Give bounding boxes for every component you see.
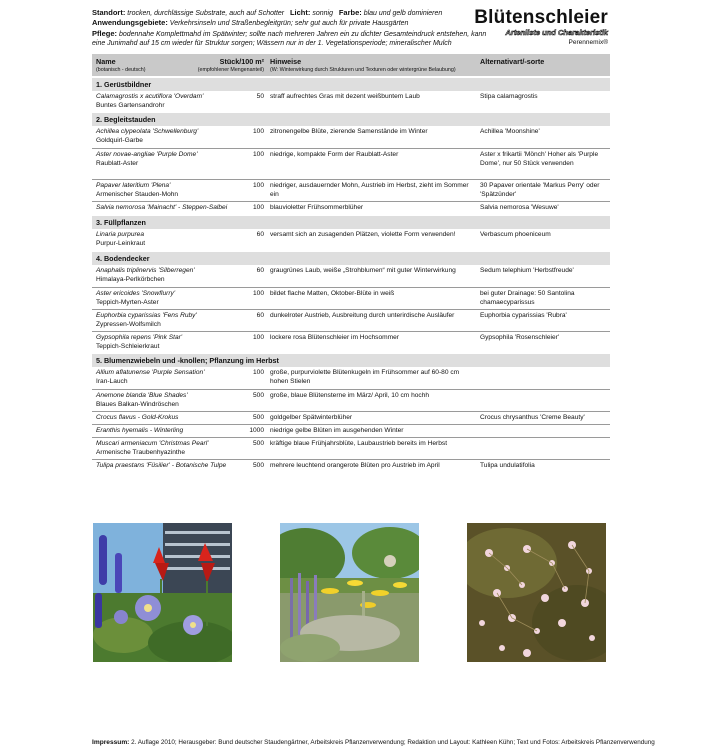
table-row — [92, 309, 610, 331]
page-subtitle: Artenliste und Charakteristik — [505, 28, 608, 37]
botanical-name: Papaver lateritium 'Plena' — [96, 182, 171, 189]
table-row — [92, 411, 610, 424]
col-qty-header: Stück/100 m² — [219, 57, 264, 66]
brand-name: Perennemix® — [568, 39, 608, 46]
light-value: sonnig — [312, 10, 333, 17]
german-name: Purpur-Leinkraut — [96, 239, 146, 247]
german-name: Himalaya-Perlkörbchen — [96, 275, 165, 283]
notes-cell: niedrige gelbe Blüten im ausgehenden Winter — [270, 427, 404, 434]
notes-cell: straff aufrechtes Gras mit dezent weißbuntem Laub — [270, 93, 420, 100]
section-header: 2. Begleitstauden — [92, 113, 610, 126]
german-name: Goldquirl-Garbe — [96, 136, 143, 144]
plant-name-cell — [96, 128, 234, 145]
plant-name-cell — [96, 204, 234, 213]
alternative-cell: Salvia nemorosa 'Wesuwe' — [480, 204, 559, 211]
alternative-cell: Aster x frikartii 'Mönch' Hoher als 'Purple Dome', nur 50 Stück verwenden — [480, 151, 599, 167]
plant-name-cell — [96, 182, 234, 199]
table-header — [92, 54, 610, 76]
quantity-cell: 100 — [252, 204, 264, 211]
plant-name-cell — [96, 440, 234, 457]
botanical-name: Tulipa praestans 'Füsilier' - Botanische Tulpe — [96, 462, 227, 469]
color-value: blau und gelb dominieren — [363, 10, 443, 17]
alternative-cell: Euphorbia cyparissias 'Rubra' — [480, 312, 567, 319]
site-label: Standort: — [92, 8, 126, 17]
table-row — [92, 459, 610, 474]
imprint — [92, 739, 655, 746]
table-row — [92, 91, 610, 111]
botanical-name: Calamagrostis x acutiflora 'Overdam' — [96, 93, 204, 100]
plant-name-cell — [96, 414, 234, 423]
table-row — [92, 148, 610, 179]
site-info — [92, 8, 487, 48]
col-notes-header: Hinweise — [270, 57, 302, 66]
care-value-1: bodennahe Komplettmahd im Spätwinter; sollte nach mehreren Jahren ein zu dichter Gesamteindruck entstehen, kann — [118, 30, 487, 38]
title-block — [474, 8, 608, 47]
notes-cell: zitronengelbe Blüte, zierende Samenstände im Winter — [270, 128, 428, 135]
notes-cell: niedriger, ausdauernder Mohn, Austrieb im Herbst, zieht im Sommer ein — [270, 182, 469, 198]
plant-name-cell — [96, 392, 234, 409]
col-alt-header: Alternativart/-sorte — [480, 57, 545, 66]
quantity-cell: 60 — [256, 312, 264, 319]
table-row — [92, 424, 610, 437]
table-row — [92, 265, 610, 287]
alternative-cell: Verbascum phoeniceum — [480, 231, 551, 238]
table-row — [92, 179, 610, 201]
alternative-cell: Stipa calamagrostis — [480, 93, 538, 100]
quantity-cell: 100 — [252, 290, 264, 297]
notes-cell: blauvioletter Frühsommerblüher — [270, 204, 364, 211]
botanical-name: Muscari armeniacum 'Christmas Pearl' — [96, 440, 209, 447]
german-name: Teppich-Myrten-Aster — [96, 298, 159, 306]
german-name: Armenischer Stauden-Mohn — [96, 190, 179, 198]
quantity-cell: 1000 — [249, 427, 264, 434]
botanical-name: Salvia nemorosa 'Mainacht' - Steppen-Salbei — [96, 204, 228, 211]
plant-name-cell — [96, 151, 234, 168]
german-name: Blaues Balkan-Windröschen — [96, 400, 179, 408]
botanical-name: Crocus flavus - Gold-Krokus — [96, 414, 179, 421]
quantity-cell: 60 — [256, 231, 264, 238]
plant-name-cell — [96, 369, 234, 386]
table-row — [92, 331, 610, 352]
botanical-name: Anemone blanda 'Blue Shades' — [96, 392, 188, 399]
quantity-cell: 100 — [252, 151, 264, 158]
german-name: Iran-Lauch — [96, 377, 128, 385]
plant-name-cell — [96, 462, 234, 471]
notes-cell: goldgelber Spätwinterblüher — [270, 414, 353, 421]
plant-name-cell — [96, 93, 234, 110]
botanical-name: Anaphalis triplinervis 'Silberregen' — [96, 267, 195, 274]
notes-cell: große, purpurviolette Blütenkugeln im Frühsommer auf 60-80 cm hohen Stielen — [270, 369, 460, 385]
german-name: Teppich-Schleierkraut — [96, 342, 160, 350]
photo-achillea-meadow — [280, 523, 419, 662]
alternative-cell: Sedum telephium 'Herbstfreude' — [480, 267, 574, 274]
table-body — [92, 78, 610, 474]
table-row — [92, 367, 610, 389]
photo-tulips-muscari — [93, 523, 232, 662]
imprint-label: Impressum: — [92, 739, 130, 746]
quantity-cell: 50 — [256, 93, 264, 100]
alternative-cell: bei guter Drainage: 50 Santolina chamaecyparissus — [480, 290, 575, 306]
notes-cell: versamt sich an zusagenden Plätzen, violette Form verwenden! — [270, 231, 456, 238]
botanical-name: Gypsophila repens 'Pink Star' — [96, 334, 183, 341]
col-notes-subheader: (W: Winterwirkung durch Strukturen und Texturen oder wintergrüne Belaubung) — [270, 67, 456, 73]
plant-name-cell — [96, 334, 234, 351]
notes-cell: bildet flache Matten, Oktober-Blüte in weiß — [270, 290, 395, 297]
imprint-text: 2. Auflage 2010; Herausgeber: Bund deutscher Staudengärtner, Arbeitskreis Pflanzenverwendung; Redaktion und Layout: Kathleen Kühn; Text und Fotos: Arbeitskreis Pflanzenverwendung — [131, 739, 655, 746]
plant-name-cell — [96, 427, 234, 436]
page-title: Blütenschleier — [474, 7, 608, 28]
species-table — [92, 54, 610, 474]
alternative-cell: Crocus chrysanthus 'Creme Beauty' — [480, 414, 585, 421]
quantity-cell: 100 — [252, 182, 264, 189]
german-name: Buntes Gartensandrohr — [96, 101, 165, 109]
notes-cell: mehrere leuchtend orangerote Blüten pro Austrieb im April — [270, 462, 440, 469]
quantity-cell: 100 — [252, 369, 264, 376]
plant-name-cell — [96, 290, 234, 307]
quantity-cell: 100 — [252, 128, 264, 135]
botanical-name: Allium aflatunense 'Purple Sensation' — [96, 369, 205, 376]
color-label: Farbe: — [338, 8, 362, 17]
alternative-cell: 30 Papaver orientale 'Markus Perry' oder 'Spätzünder' — [480, 182, 600, 198]
notes-cell: große, blaue Blütensterne im März/ April, 10 cm hochh — [270, 392, 430, 399]
botanical-name: Aster ericoides 'Snowflurry' — [96, 290, 176, 297]
quantity-cell: 500 — [252, 440, 264, 447]
col-qty-subheader: (empfohlener Mengenanteil) — [197, 67, 264, 73]
botanical-name: Achillea clypeolata 'Schwellenburg' — [96, 128, 199, 135]
table-row — [92, 201, 610, 214]
section-header: 3. Füllpflanzen — [92, 216, 610, 229]
plant-name-cell — [96, 231, 234, 248]
botanical-name: Linaria purpurea — [96, 231, 145, 238]
notes-cell: dunkelroter Austrieb, Ausbreitung durch unterirdische Ausläufer — [270, 312, 455, 319]
care-value-2: eine Junimahd auf 15 cm wieder für Struktur sorgen; Wässern nur in der 1. Vegetationsperiode; mineralischer Mulch — [92, 39, 452, 47]
botanical-name: Euphorbia cyparissias 'Fens Ruby' — [96, 312, 197, 319]
table-row — [92, 287, 610, 309]
col-name-header: Name — [96, 57, 116, 66]
section-header: 4. Bodendecker — [92, 252, 610, 265]
photo-gypsophila — [467, 523, 606, 662]
quantity-cell: 500 — [252, 392, 264, 399]
col-name-subheader: (botanisch - deutsch) — [96, 67, 146, 73]
german-name: Zypressen-Wolfsmilch — [96, 320, 161, 328]
table-row — [92, 437, 610, 459]
site-value: trocken, durchlässige Substrate, auch auf Schotter — [127, 10, 285, 17]
light-label: Licht: — [289, 8, 311, 17]
alternative-cell: Gypsophila 'Rosenschleier' — [480, 334, 560, 341]
quantity-cell: 500 — [252, 414, 264, 421]
notes-cell: graugrünes Laub, weiße „Strohblumen“ mit guter Winterwirkung — [270, 267, 456, 274]
table-row — [92, 389, 610, 411]
notes-cell: lockere rosa Blütenschleier im Hochsommer — [270, 334, 399, 341]
section-header: 5. Blumenzwiebeln und -knollen; Pflanzung im Herbst — [92, 354, 610, 367]
notes-cell: niedrige, kompakte Form der Raublatt-Aster — [270, 151, 399, 158]
alternative-cell: Achillea 'Moonshine' — [480, 128, 540, 135]
quantity-cell: 60 — [256, 267, 264, 274]
german-name: Raublatt-Aster — [96, 159, 139, 167]
quantity-cell: 100 — [252, 334, 264, 341]
section-header: 1. Gerüstbildner — [92, 78, 610, 91]
table-row — [92, 126, 610, 148]
header — [92, 8, 612, 56]
german-name: Armenische Traubenhyazinthe — [96, 448, 186, 456]
care-label: Pflege: — [92, 28, 118, 38]
plant-name-cell — [96, 312, 234, 329]
table-row — [92, 229, 610, 250]
use-label: Anwendungsgebiete: — [92, 18, 168, 28]
botanical-name: Eranthis hyemalis - Winterling — [96, 427, 184, 434]
use-value: Verkehrsinseln und Straßenbegleitgrün; sehr gut auch für private Hausgärten — [169, 20, 409, 28]
plant-name-cell — [96, 267, 234, 284]
quantity-cell: 500 — [252, 462, 264, 469]
alternative-cell: Tulipa undulatifolia — [480, 462, 535, 469]
notes-cell: kräftige blaue Frühjahrsblüte, Laubaustrieb bereits im Herbst — [270, 440, 448, 447]
botanical-name: Aster novae-angliae 'Purple Dome' — [96, 151, 198, 158]
